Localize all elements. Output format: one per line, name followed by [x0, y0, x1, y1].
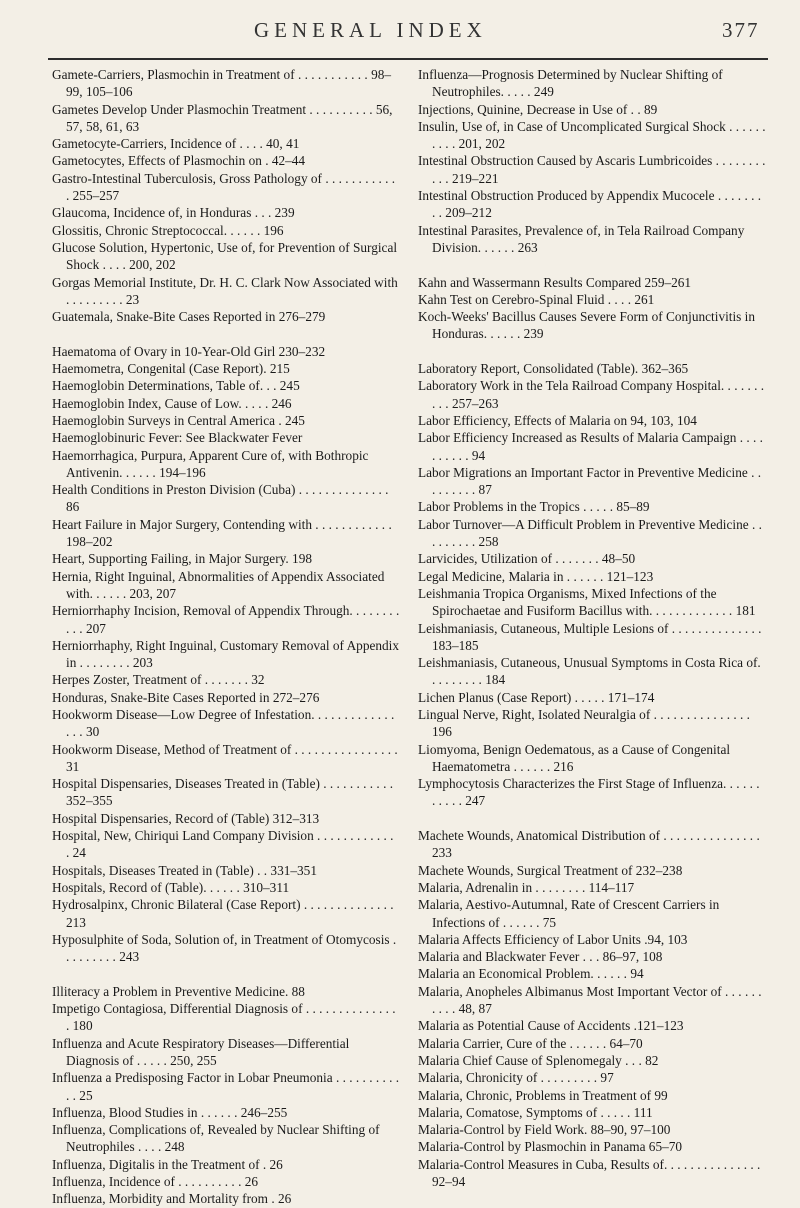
index-entry: Leishmaniasis, Cutaneous, Unusual Symptoms in Costa Rica of. . . . . . . . . 184	[418, 655, 761, 688]
section-gap	[52, 325, 400, 342]
index-entry: Haemoglobin Determinations, Table of. . . 245	[52, 378, 300, 394]
index-entry: Machete Wounds, Surgical Treatment of 232–238	[418, 862, 683, 878]
index-entry: Influenza, Complications of, Revealed by Nuclear Shifting of Neutrophiles . . . . 248	[52, 1122, 380, 1155]
index-entry: Hookworm Disease, Method of Treatment of . . . . . . . . . . . . . . . . 31	[52, 741, 398, 774]
index-entry: Hospital, New, Chiriqui Land Company Division . . . . . . . . . . . . . 24	[52, 828, 394, 861]
index-entry: Labor Efficiency, Effects of Malaria on 94, 103, 104	[418, 412, 697, 428]
index-entry: Leishmania Tropica Organisms, Mixed Infections of the Spirochaetae and Fusiform Bacillus with. . . . . . . . . . . . . 181	[418, 585, 756, 619]
index-entry: Influenza, Incidence of . . . . . . . . . . 26	[52, 1174, 259, 1189]
index-entry: Hydrosalpinx, Chronic Bilateral (Case Report) . . . . . . . . . . . . . . 213	[52, 897, 394, 930]
index-column-right	[418, 66, 766, 1190]
index-entry: Malaria, Chronicity of . . . . . . . . . 97	[418, 1070, 614, 1086]
index-entry: Malaria Carrier, Cure of the . . . . . . 64–70	[418, 1035, 643, 1051]
section-gap	[418, 256, 766, 273]
index-entry: Hospitals, Diseases Treated in (Table) . . 331–351	[52, 862, 317, 878]
index-entry: Gastro-Intestinal Tuberculosis, Gross Pathology of . . . . . . . . . . . . 255–257	[52, 170, 396, 204]
index-entry: Machete Wounds, Anatomical Distribution of . . . . . . . . . . . . . . . 233	[418, 828, 760, 861]
index-entry: Liomyoma, Benign Oedematous, as a Cause of Congenital Haematometra . . . . . . 216	[418, 741, 731, 774]
index-entry: Herniorrhaphy Incision, Removal of Appendix Through. . . . . . . . . . . 207	[52, 603, 400, 636]
index-entry: Influenza, Morbidity and Mortality from . 26	[52, 1191, 292, 1207]
index-entry: Lichen Planus (Case Report) . . . . . 171–174	[418, 689, 655, 705]
index-entry: Labor Problems in the Tropics . . . . . 85–89	[418, 499, 650, 515]
index-entry: Glossitis, Chronic Streptococcal. . . . . . 196	[52, 222, 284, 238]
index-entry: Gametes Develop Under Plasmochin Treatment . . . . . . . . . . 56, 57, 58, 61, 63	[52, 101, 393, 134]
index-entry: Malaria, Adrenalin in . . . . . . . . 114–117	[418, 879, 635, 895]
index-entry: Intestinal Obstruction Produced by Appendix Mucocele . . . . . . . . . 209–212	[418, 188, 762, 221]
index-entry: Hospital Dispensaries, Diseases Treated in (Table) . . . . . . . . . . . 352–355	[52, 776, 394, 809]
index-entry: Herpes Zoster, Treatment of . . . . . . . 32	[52, 672, 265, 688]
index-entry: Gametocyte-Carriers, Incidence of . . . . 40, 41	[52, 136, 300, 152]
index-entry: Haemometra, Congenital (Case Report). 215	[52, 361, 290, 377]
index-entry: Malaria, Anopheles Albimanus Most Important Vector of . . . . . . . . . . 48, 87	[418, 983, 762, 1017]
index-entry: Guatemala, Snake-Bite Cases Reported in 276–279	[52, 309, 326, 325]
index-entry: Haemoglobin Surveys in Central America . 245	[52, 412, 305, 428]
index-entry: Malaria-Control by Field Work. 88–90, 97–100	[418, 1122, 671, 1138]
index-entry: Malaria an Economical Problem. . . . . . 94	[418, 966, 644, 982]
index-entry: Haemoglobin Index, Cause of Low. . . . . 246	[52, 395, 292, 411]
index-entry: Kahn Test on Cerebro-Spinal Fluid . . . . 261	[418, 291, 655, 307]
index-entry: Influenza, Blood Studies in . . . . . . 246–255	[52, 1104, 288, 1120]
section-gap	[418, 343, 766, 360]
index-entry: Malaria, Chronic, Problems in Treatment of 99	[418, 1087, 668, 1103]
index-entry: Hyposulphite of Soda, Solution of, in Treatment of Otomycosis . . . . . . . . . 243	[52, 931, 397, 965]
index-entry: Malaria and Blackwater Fever . . . 86–97, 108	[418, 949, 663, 965]
index-entry: Labor Turnover—A Difficult Problem in Preventive Medicine . . . . . . . . . 258	[418, 516, 762, 550]
index-entry: Malaria, Comatose, Symptoms of . . . . . 111	[418, 1104, 653, 1120]
index-entry: Hookworm Disease—Low Degree of Infestation. . . . . . . . . . . . . . . . 30	[52, 706, 395, 740]
index-entry: Health Conditions in Preston Division (Cuba) . . . . . . . . . . . . . . 86	[52, 482, 389, 515]
index-entry: Herniorrhaphy, Right Inguinal, Customary Removal of Appendix in . . . . . . . . 203	[52, 637, 400, 671]
page-header	[0, 0, 800, 60]
index-column-left	[52, 66, 400, 1208]
index-entry: Labor Efficiency Increased as Results of Malaria Campaign . . . . . . . . . . 94	[418, 430, 763, 463]
index-entry: Honduras, Snake-Bite Cases Reported in 272–276	[52, 689, 320, 705]
index-entry: Haemorrhagica, Purpura, Apparent Cure of, with Bothropic Antivenin. . . . . . 194–196	[52, 447, 369, 480]
index-entry: Lymphocytosis Characterizes the First Stage of Influenza. . . . . . . . . . . 247	[418, 776, 760, 809]
running-title: GENERAL INDEX	[254, 18, 487, 42]
index-entry: Malaria-Control Measures in Cuba, Results of. . . . . . . . . . . . . . . 92–94	[418, 1156, 761, 1189]
page-number: 377	[722, 18, 760, 42]
index-entry: Influenza—Prognosis Determined by Nuclear Shifting of Neutrophiles. . . . . 249	[418, 67, 723, 100]
index-entry: Leishmaniasis, Cutaneous, Multiple Lesions of . . . . . . . . . . . . . . 183–185	[418, 620, 762, 653]
index-entry: Heart Failure in Major Surgery, Contending with . . . . . . . . . . . . 198–202	[52, 516, 392, 550]
index-entry: Laboratory Report, Consolidated (Table). 362–365	[418, 361, 689, 377]
index-entry: Influenza a Predisposing Factor in Lobar Pneumonia . . . . . . . . . . . . 25	[52, 1070, 400, 1103]
index-entry: Glucose Solution, Hypertonic, Use of, for Prevention of Surgical Shock . . . . 200, 202	[52, 239, 398, 273]
index-entry: Legal Medicine, Malaria in . . . . . . 121–123	[418, 568, 654, 584]
index-entry: Intestinal Obstruction Caused by Ascaris Lumbricoides . . . . . . . . . . . 219–221	[418, 153, 766, 186]
index-entry: Malaria, Aestivo-Autumnal, Rate of Crescent Carriers in Infections of . . . . . . 75	[418, 897, 720, 930]
index-entry: Haematoma of Ovary in 10-Year-Old Girl 230–232	[52, 343, 326, 359]
index-entry: Heart, Supporting Failing, in Major Surgery. 198	[52, 551, 313, 567]
index-entry: Malaria as Potential Cause of Accidents .121–123	[418, 1018, 684, 1034]
index-entry: Koch-Weeks' Bacillus Causes Severe Form of Conjunctivitis in Honduras. . . . . . 239	[418, 309, 756, 342]
index-entry: Insulin, Use of, in Case of Uncomplicated Surgical Shock . . . . . . . . . . 201, 202	[418, 118, 766, 152]
index-entry: Malaria Chief Cause of Splenomegaly . . . 82	[418, 1052, 659, 1068]
index-entry: Gametocytes, Effects of Plasmochin on . 42–44	[52, 153, 306, 169]
index-entry: Influenza and Acute Respiratory Diseases—Differential Diagnosis of . . . . . 250, 255	[52, 1035, 350, 1068]
index-entry: Hospitals, Record of (Table). . . . . . 310–311	[52, 879, 290, 895]
index-entry: Kahn and Wassermann Results Compared 259–261	[418, 274, 692, 290]
index-entry: Illiteracy a Problem in Preventive Medicine. 88	[52, 983, 305, 999]
index-entry: Haemoglobinuric Fever: See Blackwater Fever	[52, 430, 303, 446]
index-entry: Hospital Dispensaries, Record of (Table) 312–313	[52, 810, 320, 826]
section-gap	[52, 965, 400, 982]
index-entry: Lingual Nerve, Right, Isolated Neuralgia of . . . . . . . . . . . . . . . 196	[418, 706, 750, 740]
index-entry: Gorgas Memorial Institute, Dr. H. C. Clark Now Associated with . . . . . . . . . 23	[52, 274, 398, 307]
index-entry: Gamete-Carriers, Plasmochin in Treatment of . . . . . . . . . . . 98–99, 105–106	[52, 67, 392, 100]
index-entry: Malaria-Control by Plasmochin in Panama 65–70	[418, 1139, 683, 1155]
index-entry: Laboratory Work in the Tela Railroad Company Hospital. . . . . . . . . . 257–263	[418, 378, 765, 411]
index-entry: Hernia, Right Inguinal, Abnormalities of Appendix Associated with. . . . . . 203, 207	[52, 568, 385, 601]
index-entry: Labor Migrations an Important Factor in Preventive Medicine . . . . . . . . . 87	[418, 464, 762, 498]
section-gap	[418, 810, 766, 827]
index-entry: Influenza, Digitalis in the Treatment of . 26	[52, 1156, 283, 1172]
index-entry: Impetigo Contagiosa, Differential Diagnosis of . . . . . . . . . . . . . . . 180	[52, 1001, 396, 1034]
header-rule	[48, 58, 768, 60]
index-entry: Intestinal Parasites, Prevalence of, in Tela Railroad Company Division. . . . . . 263	[418, 222, 745, 255]
index-entry: Glaucoma, Incidence of, in Honduras . . . 239	[52, 205, 295, 221]
index-entry: Malaria Affects Efficiency of Labor Units .94, 103	[418, 931, 688, 947]
index-entry: Injections, Quinine, Decrease in Use of . . 89	[418, 101, 658, 117]
index-entry: Larvicides, Utilization of . . . . . . . 48–50	[418, 551, 636, 567]
